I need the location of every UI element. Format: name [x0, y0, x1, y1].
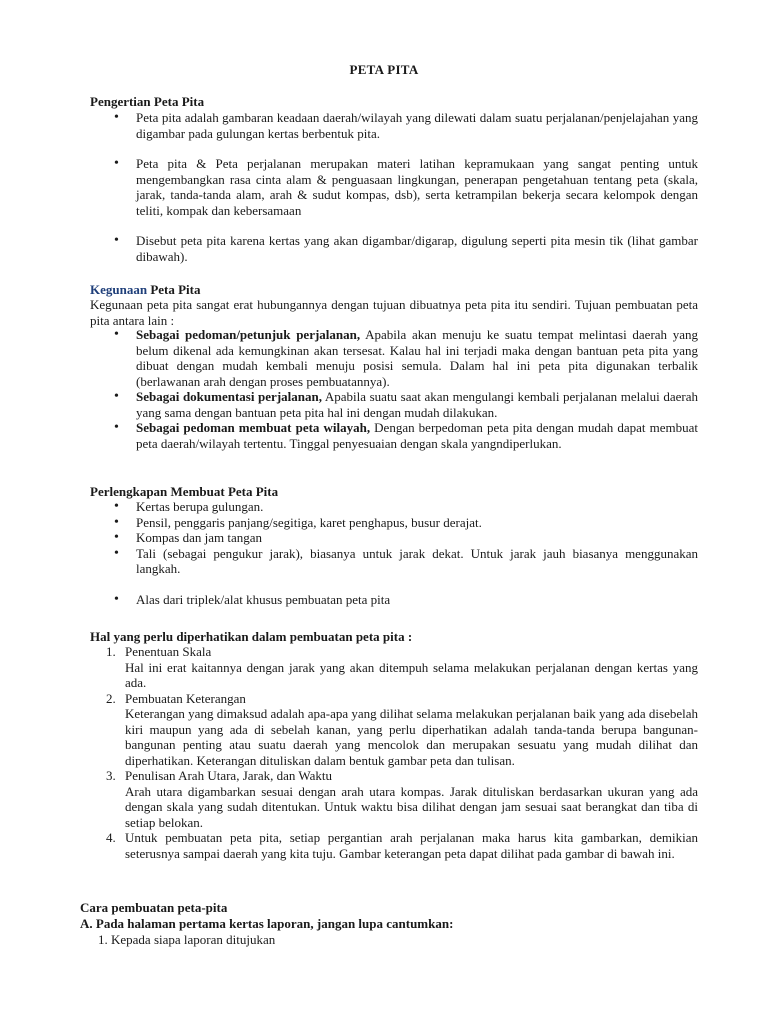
- section-heading-cara-pembuatan: Cara pembuatan peta-pita: [80, 900, 228, 915]
- list-item: • Sebagai dokumentasi perjalanan, Apabila suatu saat akan mengulangi kembali perjalanan melalui daerah yang sama dengan bantuan peta pita hal ini dengan mudah dilakukan.: [112, 389, 698, 420]
- list-item: • Peta pita adalah gambaran keadaan daerah/wilayah yang dilewati dalam suatu perjalanan/penjelajahan yang digambar pada gulungan kertas berbentuk pita.: [112, 110, 698, 141]
- list-item: • Pensil, penggaris panjang/segitiga, karet penghapus, busur derajat.: [112, 515, 698, 531]
- list-item: 1. Penentuan Skala Hal ini erat kaitannya dengan jarak yang akan ditempuh selama melakukan perjalanan dengan kertas yang ada.: [106, 644, 698, 690]
- list-item: • Sebagai pedoman/petunjuk perjalanan, Apabila akan menuju ke suatu tempat melintasi daerah yang belum dikenal ada kemungkinan akan tersesat. Kalau hal ini terjadi maka dengan bantuan peta pita yang dibuat dengan mudah kembali menuju posisi semula. Dalam hal ini peta pita digunakan terbalik (berlawanan arah dengan proses pembuatannya).: [112, 327, 698, 389]
- list-item: 4. Untuk pembuatan peta pita, setiap pergantian arah perjalanan maka harus kita gambarkan, demikian seterusnya sampai daerah yang kita tuju. Gambar keterangan peta dapat dilihat pada gambar di bawah ini.: [106, 830, 698, 861]
- document-title: PETA PITA: [349, 62, 419, 77]
- list-item: • Disebut peta pita karena kertas yang akan digambar/digarap, digulung seperti pita mesin tik (lihat gambar dibawah).: [112, 233, 698, 264]
- hal-diperhatikan-list: [106, 644, 698, 861]
- section-heading-kegunaan: Kegunaan Peta Pita: [90, 282, 201, 297]
- kegunaan-intro: Kegunaan peta pita sangat erat hubungannya dengan tujuan dibuatnya peta pita itu sendiri. Tujuan pembuatan peta pita antara lain :: [90, 297, 698, 328]
- list-item: • Kompas dan jam tangan: [112, 530, 698, 546]
- list-item: • Alas dari triplek/alat khusus pembuatan peta pita: [112, 592, 698, 608]
- list-item: • Peta pita & Peta perjalanan merupakan materi latihan kepramukaan yang sangat penting untuk mengembangkan rasa cinta alam & penguasaan lingkungan, penerapan pengetahuan tentang peta (skala, jarak, tanda-tanda alam, arah & sudut kompas, dsb), serta ketrampilan bekerja secara kelompok dengan teliti, kompak dan kebersamaan: [112, 156, 698, 218]
- perlengkapan-list: [112, 499, 698, 607]
- pengertian-list: [112, 110, 698, 264]
- list-item: 3. Penulisan Arah Utara, Jarak, dan Waktu Arah utara digambarkan sesuai dengan arah utara kompas. Jarak dituliskan berdasarkan ukuran yang ada dengan skala yang sudah ditentukan. Untuk waktu bisa dilihat dengan jam sesuai saat berangkat dan tiba di setiap belokan.: [106, 768, 698, 830]
- list-item: 1. Kepada siapa laporan ditujukan: [98, 932, 276, 947]
- list-item: • Sebagai pedoman membuat peta wilayah, Dengan berpedoman peta pita dengan mudah dapat membuat peta daerah/wilayah tertentu. Tinggal penyesuaian dengan skala yangndiperlukan.: [112, 420, 698, 451]
- section-heading-hal-diperhatikan: Hal yang perlu diperhatikan dalam pembuatan peta pita :: [90, 629, 413, 644]
- kegunaan-list: [112, 327, 698, 451]
- section-heading-pengertian: Pengertian Peta Pita: [90, 94, 205, 109]
- section-heading-perlengkapan: Perlengkapan Membuat Peta Pita: [90, 484, 279, 499]
- list-item: • Tali (sebagai pengukur jarak), biasanya untuk jarak dekat. Untuk jarak jauh biasanya menggunakan langkah.: [112, 546, 698, 577]
- list-item: • Kertas berupa gulungan.: [112, 499, 698, 515]
- subheading-halaman-pertama: A. Pada halaman pertama kertas laporan, jangan lupa cantumkan:: [80, 916, 454, 931]
- list-item: 2. Pembuatan Keterangan Keterangan yang dimaksud adalah apa-apa yang dilihat selama melakukan perjalanan baik yang ada disebelah kiri maupun yang ada di sebelah kanan, yang perlu diperhatikan adalah tanda-tanda berupa bangunan-bangunan penting atau suatu daerah yang mencolok dan merupakan sesuatu yang mudah dilihat dan diperhatikan. Keterangan dituliskan dalam bentuk gambar peta dan tulisan.: [106, 690, 698, 768]
